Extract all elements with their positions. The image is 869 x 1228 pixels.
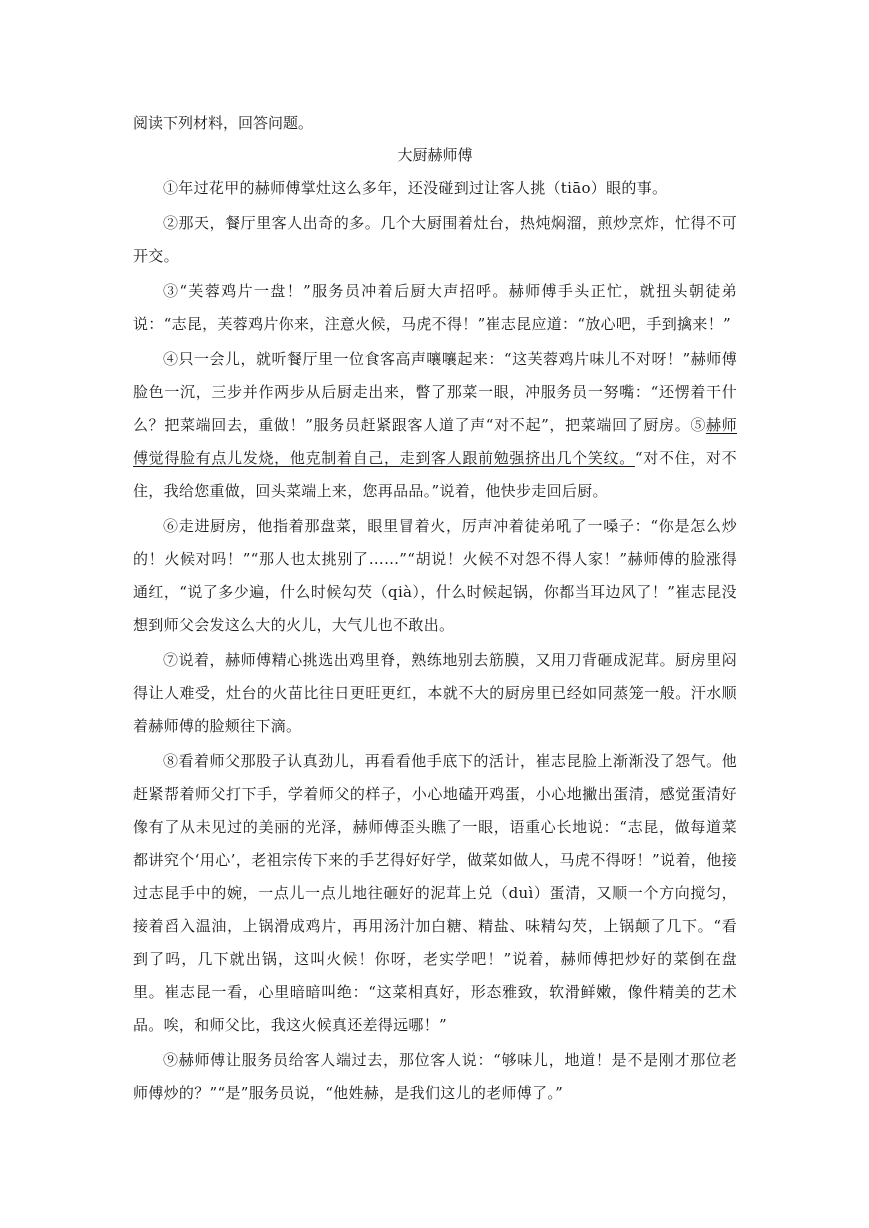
paragraph-2 bbox=[133, 207, 737, 273]
paragraph-text: ④只一会儿，就听餐厅里一位食客高声嚷嚷起来：“这芙蓉鸡片味儿不对呀！”赫师傅脸色一沉，三步并作两步从后厨走出来，瞥了那菜一眼，冲服务员一努嘴：“还愣着干什么？把菜端回去，重做！”服务员赶紧跟客人道了声“对不起”，把菜端回了厨房。⑤ bbox=[133, 350, 737, 434]
paragraph-text: ①年过花甲的赫师傅掌灶这么多年，还没碰到过让客人挑（tiāo）眼的事。 bbox=[163, 179, 668, 197]
paragraph-text: ⑨赫师傅让服务员给客人端过去，那位客人说：“够味儿，地道！是不是刚才那位老师傅炒的？”“是”服务员说，“他姓赫，是我们这儿的老师傅了。” bbox=[133, 1051, 737, 1102]
paragraph-text: ③“芙蓉鸡片一盘！”服务员冲着后厨大声招呼。赫师傅手头正忙，就扭头朝徒弟说：“志昆，芙蓉鸡片你来，注意火候，马虎不得！”崔志昆应道：“放心吧，手到擒来！” bbox=[133, 282, 737, 333]
paragraph-9 bbox=[133, 1044, 737, 1110]
paragraph-6 bbox=[133, 510, 737, 642]
paragraph-3 bbox=[133, 275, 737, 341]
paragraph-8 bbox=[133, 745, 737, 1042]
paragraph-1 bbox=[133, 172, 737, 205]
document-page bbox=[133, 108, 737, 1112]
paragraph-text: ⑧看着师父那股子认真劲儿，再看看他手底下的活计，崔志昆脸上渐渐没了怨气。他赶紧帮着师父打下手，学着师父的样子，小心地磕开鸡蛋，小心地撇出蛋清，感觉蛋清好像有了从未见过的美丽的光泽，赫师傅歪头瞧了一眼，语重心长地说：“志昆，做每道菜都讲究个‘用心’，老祖宗传下来的手艺得好好学，做菜如做人，马虎不得呀！”说着，他接过志昆手中的婉，一点儿一点儿地往砸好的泥茸上兑（duì）蛋清，又顺一个方向搅匀，接着舀入温油，上锅滑成鸡片，再用汤汁加白糖、精盐、味精勾芡，上锅颠了几下。“看到了吗，几下就出锅，这叫火候！你呀，老实学吧！”说着，赫师傅把炒好的菜倒在盘里。崔志昆一看，心里暗暗叫绝：“这菜相真好，形态雅致，软滑鲜嫩，像件精美的艺术品。唉，和师父比，我这火候真还差得远哪！” bbox=[133, 752, 737, 1034]
paragraph-text: ⑥走进厨房，他指着那盘菜，眼里冒着火，厉声冲着徒弟吼了一嗓子：“你是怎么炒的！火候对吗！”“那人也太挑别了……”“胡说！火候不对怨不得人家！”赫师傅的脸涨得通红，“说了多少遍，什么时候勾芡（qià），什么时候起锅，你都当耳边风了！”崔志昆没想到师父会发这么大的火儿，大气儿也不敢出。 bbox=[133, 517, 737, 634]
underlined-sentence: 赫师傅觉得脸有点儿发烧，他克制着自己，走到客人跟前勉强挤出几个笑纹。 bbox=[133, 416, 737, 467]
paragraph-4 bbox=[133, 343, 737, 508]
paragraph-text-continued: “对不住，对不住，我给您重做，回头菜端上来，您再品品。”说着，他快步走回后厨。 bbox=[133, 449, 737, 500]
intro-instruction: 阅读下列材料，回答问题。 bbox=[133, 114, 314, 132]
article-title: 大厨赫师傅 bbox=[397, 146, 473, 164]
paragraph-text: ⑦说着，赫师傅精心挑选出鸡里脊，熟练地别去筋膜，又用刀背砸成泥茸。厨房里闷得让人难受，灶台的火苗比往日更旺更红，本就不大的厨房里已经如同蒸笼一般。汗水顺着赫师傅的脸颊往下滴。 bbox=[133, 651, 737, 735]
paragraph-text: ②那天，餐厅里客人出奇的多。几个大厨围着灶台，热炖焖溜，煎炒烹炸，忙得不可开交。 bbox=[133, 214, 737, 265]
paragraph-7 bbox=[133, 644, 737, 743]
